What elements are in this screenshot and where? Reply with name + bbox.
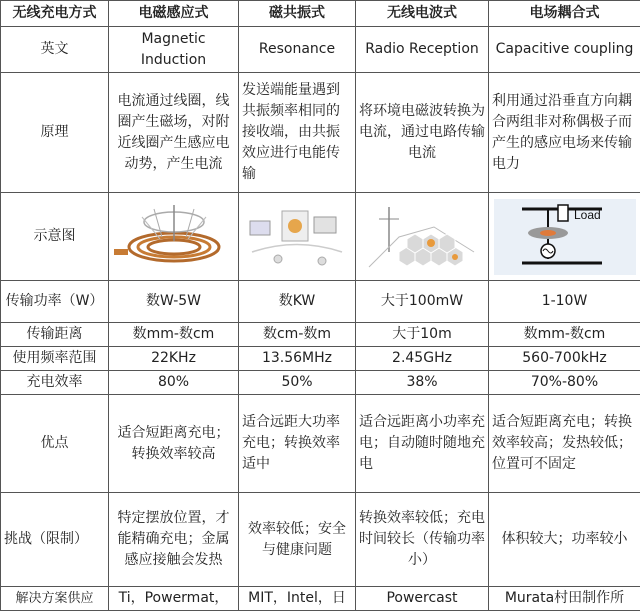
cell: 适合短距离充电；转换效率较高；发热较低；位置可不固定 xyxy=(489,395,640,493)
cell: 2.45GHz xyxy=(356,347,489,371)
row-efficiency xyxy=(1,371,640,395)
row-label: 挑战（限制） xyxy=(1,493,109,587)
header-capacitive: 电场耦合式 xyxy=(489,1,640,27)
cell: Ti，Powermat， xyxy=(109,587,239,611)
row-english xyxy=(1,27,640,73)
row-advantages xyxy=(1,395,640,493)
row-label: 原理 xyxy=(1,73,109,193)
cell: 数mm-数cm xyxy=(489,323,640,347)
row-diagram xyxy=(1,193,640,281)
cell: 适合远距大功率充电；转换效率适中 xyxy=(239,395,356,493)
row-label: 传输功率（W） xyxy=(1,281,109,323)
cell: Capacitive coupling xyxy=(489,27,640,73)
row-label: 使用频率范围 xyxy=(1,347,109,371)
load-label: Load xyxy=(574,208,601,222)
cell: 数KW xyxy=(239,281,356,323)
row-label: 优点 xyxy=(1,395,109,493)
header-radio: 无线电波式 xyxy=(356,1,489,27)
cell: 将环境电磁波转换为电流，通过电路传输电流 xyxy=(356,73,489,193)
row-frequency xyxy=(1,347,640,371)
cell: 发送端能量遇到共振频率相同的接收端，由共振效应进行电能传输 xyxy=(239,73,356,193)
cell: 70%-80% xyxy=(489,371,640,395)
coil-icon xyxy=(112,197,236,277)
cell: 转换效率较低；充电时间较长（传输功率小） xyxy=(356,493,489,587)
cell: Resonance xyxy=(239,27,356,73)
cell: Murata村田制作所 xyxy=(489,587,640,611)
capacitive-circuit-icon xyxy=(492,197,638,277)
header-method: 无线充电方式 xyxy=(1,1,109,27)
cell: Powercast xyxy=(356,587,489,611)
cell: 50% xyxy=(239,371,356,395)
cell: Radio Reception xyxy=(356,27,489,73)
row-label: 传输距离 xyxy=(1,323,109,347)
cell: 数W-5W xyxy=(109,281,239,323)
row-principle xyxy=(1,73,640,193)
row-power xyxy=(1,281,640,323)
cell: 电流通过线圈，线圈产生磁场，对附近线圈产生感应电动势，产生电流 xyxy=(109,73,239,193)
header-resonance: 磁共振式 xyxy=(239,1,356,27)
row-label: 解决方案供应 xyxy=(1,587,109,611)
header-induction: 电磁感应式 xyxy=(109,1,239,27)
row-label: 英文 xyxy=(1,27,109,73)
row-label: 示意图 xyxy=(1,193,109,281)
cell: 80% xyxy=(109,371,239,395)
resonance-illustration xyxy=(239,193,356,281)
cell: MIT，Intel，日 xyxy=(239,587,356,611)
row-suppliers xyxy=(1,587,640,611)
cell: 适合远距离小功率充电；自动随时随地充电 xyxy=(356,395,489,493)
cell: 适合短距离充电；转换效率较高 xyxy=(109,395,239,493)
capacitive-illustration xyxy=(489,193,640,281)
cell: 大于10m xyxy=(356,323,489,347)
cell: 560-700kHz xyxy=(489,347,640,371)
induction-illustration xyxy=(109,193,239,281)
cell: 22KHz xyxy=(109,347,239,371)
cell: 大于100mW xyxy=(356,281,489,323)
cell: 13.56MHz xyxy=(239,347,356,371)
cell: Magnetic Induction xyxy=(109,27,239,73)
row-challenges xyxy=(1,493,640,587)
row-label: 充电效率 xyxy=(1,371,109,395)
cell: 效率较低；安全与健康问题 xyxy=(239,493,356,587)
cell: 数mm-数cm xyxy=(109,323,239,347)
resonance-device-icon xyxy=(242,197,352,277)
cell: 1-10W xyxy=(489,281,640,323)
radio-network-icon xyxy=(359,197,486,277)
cell: 体积较大；功率较小 xyxy=(489,493,640,587)
header-row xyxy=(1,1,640,27)
cell: 数cm-数m xyxy=(239,323,356,347)
row-distance xyxy=(1,323,640,347)
cell: 特定摆放位置，才能精确充电；金属感应接触会发热 xyxy=(109,493,239,587)
cell: 38% xyxy=(356,371,489,395)
radio-illustration xyxy=(356,193,489,281)
cell: 利用通过沿垂直方向耦合两组非对称偶极子而产生的感应电场来传输电力 xyxy=(489,73,640,193)
